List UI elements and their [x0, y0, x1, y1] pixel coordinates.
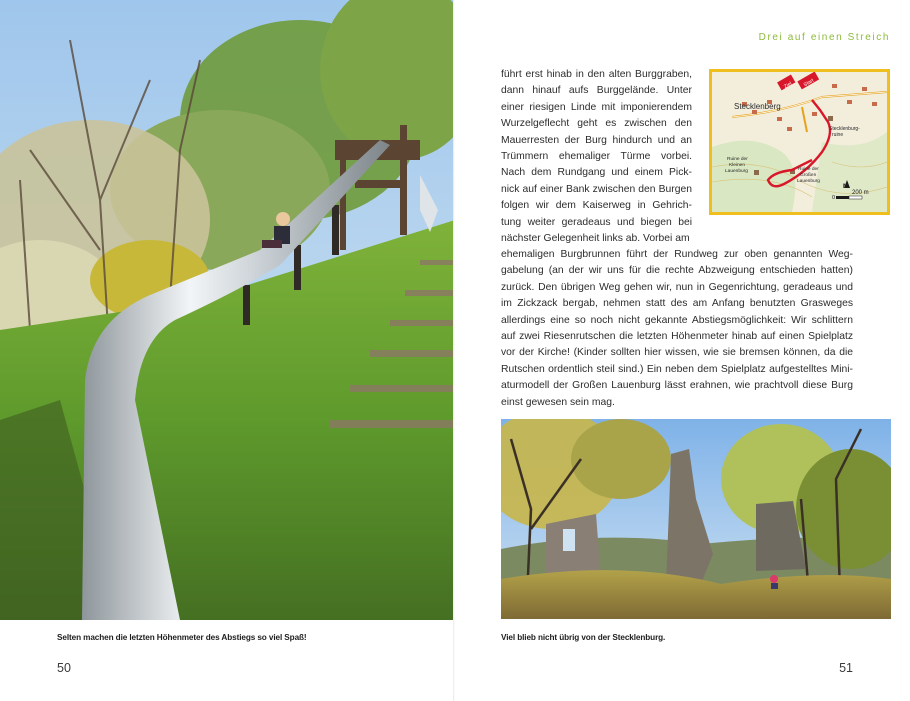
map-label-stecklenburg-1: Stecklenburg- — [829, 126, 860, 132]
map-label-start: Start — [802, 77, 815, 89]
route-map — [709, 69, 890, 215]
body-text-bottom — [501, 247, 853, 411]
photo-caption: Viel blieb nicht übrig von der Stecklenburg. — [501, 633, 666, 642]
slide-hillside-photo — [0, 0, 455, 620]
map-place-name: Stecklenberg — [734, 102, 781, 111]
running-head: Drei auf einen Streich — [758, 32, 890, 43]
svg-text:N: N — [843, 184, 848, 190]
map-label-grosse-1: Ruine der — [798, 167, 819, 172]
map-label-ziel: Ziel — [783, 80, 794, 91]
map-label-kleine-1: Ruine der — [727, 157, 748, 162]
castle-ruins-photo — [501, 419, 891, 619]
scale-zero: 0 — [832, 195, 836, 201]
map-label-kleine-2: Kleinen — [729, 163, 746, 168]
scale-label: 200 m — [852, 190, 869, 196]
paragraph-wide: ehemaligen Burgbrunnen führt der Rundweg zur oben genannten Weg-gabelung (an der wir uns für die rechte Abzweigung entschieden hatten) zurück. Den übrigen Weg gehen wir, nun in Gegenrichtung, geradeaus und im Zickzack bergab, nehmen statt des am Anfang benutzten Grasweges allerdings eine so noch nicht gekannte Abstiegsmöglichkeit: Wir schlittern auf zwei Riesenrutschen die letzten Höhenmeter hinab auf einen Spielplatz vor der Kirche! (Kinder sollten hier wissen, wie sie bremsen können, da die Rutschen ordentlich steil sind.) Ein neben dem Spielplatz aufgestelltes Mini-aturmodell der Großen Lauenburg lässt erahnen, wie prachtvoll diese Burg einst gewesen sein mag. — [501, 249, 853, 408]
right-page — [455, 0, 910, 701]
map-label-kleine-3: Lauenburg — [725, 169, 748, 174]
paragraph-narrow: führt erst hinab in den alten Burggraben, dann hinauf aufs Burggelände. Unter einer riesigen Linde mit imponierendem Wurzelgeflecht geht es zwischen den Mauerresten der Burg hindurch und an Trümmern ehemaliger Türme vorbei. Nach dem Rundgang und einem Pick-nick auf einer Bank zwischen den Burgen folgen wir dem Kaiserweg in Gehrich-tung weiter geradeaus und biegen bei nächster Gelegenheit links ab. Vorbei am — [501, 69, 692, 245]
body-text-top — [501, 67, 692, 247]
map-label-stecklenburg-2: ruine — [832, 132, 844, 138]
page-number: 51 — [839, 661, 853, 675]
map-label-grosse-2: Großen — [800, 173, 817, 178]
photo-caption: Selten machen die letzten Höhenmeter des Abstiegs so viel Spaß! — [57, 633, 307, 642]
map-label-grosse-3: Lauenburg — [797, 179, 820, 184]
page-number: 50 — [57, 661, 71, 675]
